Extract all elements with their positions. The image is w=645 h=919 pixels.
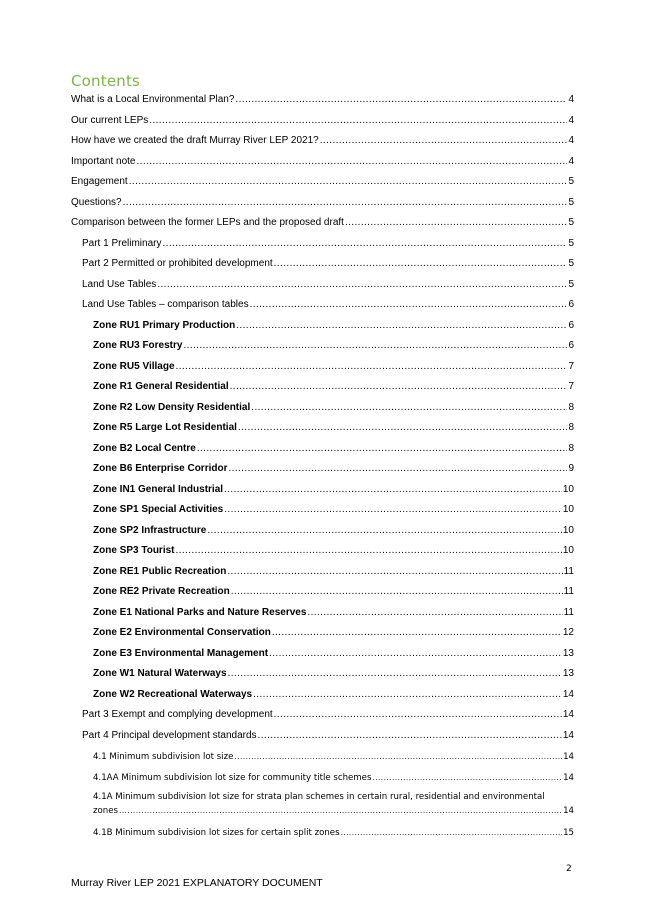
toc-entry-page: 13 xyxy=(562,648,574,659)
toc-entry[interactable] xyxy=(82,299,574,310)
toc-entry[interactable] xyxy=(71,197,574,208)
toc-leader-dots xyxy=(183,340,567,351)
toc-entry-title-continued: zones xyxy=(93,806,118,816)
toc-entry[interactable] xyxy=(93,525,574,536)
toc-entry-page: 14 xyxy=(563,806,574,816)
toc-entry[interactable] xyxy=(71,135,574,146)
toc-entry-page: 5 xyxy=(568,217,574,228)
toc-entry-title: Engagement xyxy=(71,176,128,187)
toc-leader-dots xyxy=(231,586,563,597)
toc-entry-title: Part 1 Preliminary xyxy=(82,238,162,249)
toc-entry-page: 4 xyxy=(568,94,574,105)
toc-leader-dots xyxy=(320,135,568,146)
toc-leader-dots xyxy=(253,689,562,700)
toc-entry-title: Zone W2 Recreational Waterways xyxy=(93,689,253,700)
toc-entry[interactable] xyxy=(93,340,574,351)
toc-entry[interactable] xyxy=(93,320,574,331)
toc-leader-dots xyxy=(250,299,568,310)
toc-entry[interactable] xyxy=(71,176,574,187)
toc-entry-page: 4 xyxy=(568,115,574,126)
toc-entry[interactable] xyxy=(93,668,574,679)
toc-leader-dots xyxy=(274,258,568,269)
document-footer: Murray River LEP 2021 EXPLANATORY DOCUMENT xyxy=(71,877,323,889)
toc-entry-page: 8 xyxy=(568,422,574,433)
toc-entry-title: Zone RE2 Private Recreation xyxy=(93,586,230,597)
toc-leader-dots xyxy=(224,504,562,515)
toc-leader-dots xyxy=(235,94,567,105)
toc-entry-title: Zone R1 General Residential xyxy=(93,381,229,392)
toc-entry-page: 11 xyxy=(563,607,574,618)
toc-leader-dots xyxy=(341,827,563,838)
toc-entry-page: 10 xyxy=(562,484,574,495)
toc-entry-page: 6 xyxy=(568,299,574,310)
toc-entry[interactable] xyxy=(93,586,574,597)
toc-entry[interactable] xyxy=(93,627,574,638)
toc-entry-page: 11 xyxy=(563,566,574,577)
toc-entry-page: 5 xyxy=(568,279,574,290)
toc-leader-dots xyxy=(228,668,562,679)
toc-leader-dots xyxy=(119,805,562,815)
toc-entry-page: 14 xyxy=(562,689,574,700)
toc-entry[interactable] xyxy=(93,443,574,454)
toc-entry[interactable] xyxy=(93,827,574,838)
toc-leader-dots xyxy=(227,566,562,577)
toc-entry-page: 5 xyxy=(568,176,574,187)
toc-leader-dots xyxy=(258,730,562,741)
toc-entry-page: 15 xyxy=(563,828,574,838)
contents-heading: Contents xyxy=(71,72,141,90)
toc-entry[interactable] xyxy=(93,463,574,474)
toc-leader-dots xyxy=(236,320,567,331)
toc-entry[interactable] xyxy=(82,258,574,269)
toc-entry[interactable] xyxy=(93,422,574,433)
toc-entry-title: 4.1B Minimum subdivision lot sizes for certain split zones xyxy=(93,828,340,838)
toc-leader-dots xyxy=(136,156,567,167)
toc-entry-page: 4 xyxy=(568,135,574,146)
toc-entry-page: 4 xyxy=(568,156,574,167)
toc-leader-dots xyxy=(345,217,568,228)
toc-entry-title: Our current LEPs xyxy=(71,115,149,126)
toc-entry-title: Questions? xyxy=(71,197,122,208)
toc-entry[interactable] xyxy=(93,607,574,618)
toc-entry-page: 13 xyxy=(562,668,574,679)
toc-entry-title: Zone SP2 Infrastructure xyxy=(93,525,207,536)
toc-entry-title: Zone SP1 Special Activities xyxy=(93,504,224,515)
toc-entry[interactable] xyxy=(71,115,574,126)
page-number: 2 xyxy=(566,864,572,874)
toc-entry-page: 5 xyxy=(568,258,574,269)
toc-entry-title: Comparison between the former LEPs and the proposed draft xyxy=(71,217,344,228)
toc-entry-page: 8 xyxy=(568,443,574,454)
toc-entry-title: Zone E2 Environmental Conservation xyxy=(93,627,271,638)
toc-entry-title: Zone E1 National Parks and Nature Reserves xyxy=(93,607,307,618)
toc-entry-title: Zone B2 Local Centre xyxy=(93,443,196,454)
toc-leader-dots xyxy=(162,238,567,249)
toc-entry-page: 11 xyxy=(563,586,574,597)
toc-entry-title: Zone RU5 Village xyxy=(93,361,175,372)
toc-entry[interactable] xyxy=(93,361,574,372)
toc-entry-title: Zone R2 Low Density Residential xyxy=(93,402,251,413)
toc-entry-title: Part 3 Exempt and complying development xyxy=(82,709,273,720)
toc-entry-title: Zone RU1 Primary Production xyxy=(93,320,236,331)
toc-entry-page: 6 xyxy=(568,320,574,331)
toc-leader-dots xyxy=(197,443,568,454)
toc-entry-page: 10 xyxy=(562,525,574,536)
toc-entry-page: 6 xyxy=(568,340,574,351)
toc-entry-page: 5 xyxy=(568,238,574,249)
toc-entry[interactable] xyxy=(93,402,574,413)
toc-leader-dots xyxy=(207,525,562,536)
toc-entry-page: 10 xyxy=(562,545,574,556)
toc-entry-title: Land Use Tables xyxy=(82,279,157,290)
toc-entry[interactable] xyxy=(93,792,574,816)
toc-entry-title: Zone RE1 Public Recreation xyxy=(93,566,227,577)
toc-entry[interactable] xyxy=(71,217,574,228)
toc-leader-dots xyxy=(176,545,562,556)
toc-entry[interactable] xyxy=(93,689,574,700)
toc-entry-page: 10 xyxy=(562,504,574,515)
toc-leader-dots xyxy=(272,627,562,638)
toc-leader-dots xyxy=(307,607,562,618)
toc-entry-page: 14 xyxy=(562,730,574,741)
toc-entry[interactable] xyxy=(93,381,574,392)
toc-leader-dots xyxy=(129,176,568,187)
toc-leader-dots xyxy=(238,422,568,433)
toc-entry-title: Important note xyxy=(71,156,136,167)
toc-leader-dots xyxy=(157,279,567,290)
toc-entry[interactable] xyxy=(71,94,574,105)
toc-entry[interactable] xyxy=(93,484,574,495)
toc-entry-page: 9 xyxy=(568,463,574,474)
toc-leader-dots xyxy=(251,402,567,413)
toc-leader-dots xyxy=(123,197,568,208)
toc-entry-title: How have we created the draft Murray River LEP 2021? xyxy=(71,135,319,146)
toc-entry-title: Zone RU3 Forestry xyxy=(93,340,183,351)
toc-entry-page: 7 xyxy=(568,381,574,392)
toc-entry[interactable] xyxy=(93,772,574,783)
toc-entry-page: 14 xyxy=(563,752,574,762)
toc-entry[interactable] xyxy=(71,156,574,167)
toc-entry[interactable] xyxy=(93,566,574,577)
toc-entry-title: Zone W1 Natural Waterways xyxy=(93,668,227,679)
toc-leader-dots xyxy=(228,463,567,474)
toc-entry[interactable] xyxy=(82,238,574,249)
toc-entry-page: 14 xyxy=(562,709,574,720)
toc-entry-page: 12 xyxy=(562,627,574,638)
toc-entry-title: Zone IN1 General Industrial xyxy=(93,484,224,495)
toc-entry[interactable] xyxy=(82,730,574,741)
toc-entry-title: What is a Local Environmental Plan? xyxy=(71,94,235,105)
toc-leader-dots xyxy=(234,751,562,762)
toc-entry-title: Zone E3 Environmental Management xyxy=(93,648,269,659)
toc-entry[interactable] xyxy=(82,279,574,290)
toc-leader-dots xyxy=(274,709,562,720)
toc-entry-page: 5 xyxy=(568,197,574,208)
toc-leader-dots xyxy=(149,115,567,126)
toc-entry-title: 4.1AA Minimum subdivision lot size for community title schemes xyxy=(93,773,372,783)
toc-entry-title: Zone SP3 Tourist xyxy=(93,545,175,556)
toc-entry[interactable] xyxy=(93,504,574,515)
toc-entry-title: Part 4 Principal development standards xyxy=(82,730,257,741)
toc-entry[interactable] xyxy=(93,648,574,659)
toc-entry-title: 4.1A Minimum subdivision lot size for strata plan schemes in certain rural, residential and environmental xyxy=(93,792,545,802)
toc-entry-page: 14 xyxy=(563,773,574,783)
toc-entry-title: Zone R5 Large Lot Residential xyxy=(93,422,237,433)
toc-leader-dots xyxy=(372,772,562,783)
toc-entry-title: Part 2 Permitted or prohibited development xyxy=(82,258,273,269)
toc-entry-title: 4.1 Minimum subdivision lot size xyxy=(93,752,234,762)
toc-entry-page: 8 xyxy=(568,402,574,413)
toc-leader-dots xyxy=(230,381,568,392)
toc-entry[interactable] xyxy=(93,751,574,762)
toc-entry-page: 7 xyxy=(568,361,574,372)
toc-leader-dots xyxy=(269,648,562,659)
toc-entry-title: Land Use Tables – comparison tables xyxy=(82,299,249,310)
toc-entry[interactable] xyxy=(93,545,574,556)
toc-leader-dots xyxy=(224,484,562,495)
toc-leader-dots xyxy=(176,361,568,372)
toc-entry-title: Zone B6 Enterprise Corridor xyxy=(93,463,228,474)
toc-entry[interactable] xyxy=(82,709,574,720)
